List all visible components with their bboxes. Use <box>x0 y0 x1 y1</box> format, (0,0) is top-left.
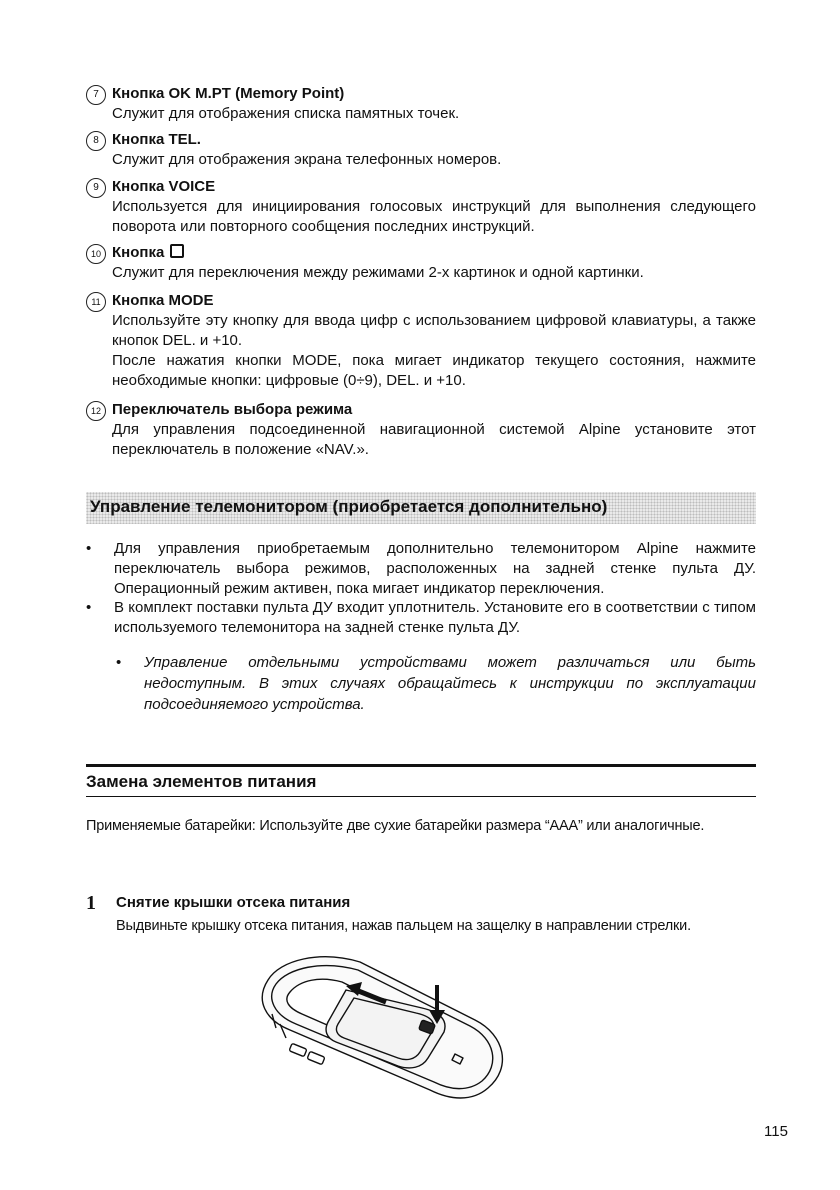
item-title: Переключатель выбора режима <box>112 401 353 418</box>
list-item <box>86 539 756 599</box>
callout-number: 8 <box>86 131 106 151</box>
button-desc-mode <box>86 291 756 391</box>
picture-square-icon <box>170 244 184 258</box>
callout-number: 11 <box>86 292 106 312</box>
bullet-dot: • <box>86 599 92 616</box>
button-desc-tel <box>86 130 756 170</box>
item-description: Служит для переключения между режимами 2-х картинок и одной картинки. <box>112 264 644 281</box>
item-description-para1: Используйте эту кнопку для ввода цифр с использованием цифровой клавиатуры, а также кнопок DEL. и +10. <box>112 312 756 349</box>
item-description <box>112 311 756 391</box>
callout-number: 10 <box>86 244 106 264</box>
bullet-text: В комплект поставки пульта ДУ входит уплотнитель. Установите его в соответствии с типом используемого телемонитора на задней стенке пульта ДУ. <box>114 599 756 636</box>
step-title: Снятие крышки отсека питания <box>116 894 351 911</box>
item-description: Используется для инициирования голосовых инструкций для выполнения следующего поворота или повторного сообщения последних инструкций. <box>112 198 756 235</box>
bullet-text: Для управления приобретаемым дополнительно телемонитором Alpine нажмите переключатель выбора режимов, расположенных на задней стенке пульта ДУ. Операционный режим активен, пока мигает индикатор переключения. <box>114 540 756 597</box>
banner-title: Управление телемонитором (приобретается дополнительно) <box>90 497 608 516</box>
item-title: Кнопка VOICE <box>112 178 216 195</box>
mode-switch-desc <box>86 400 756 460</box>
bullet-dot: • <box>116 654 122 671</box>
section-title: Замена элементов питания <box>86 772 317 791</box>
step-description: Выдвиньте крышку отсека питания, нажав пальцем на защелку в направлении стрелки. <box>116 918 691 934</box>
list-item <box>86 598 756 638</box>
item-title: Кнопка MODE <box>112 292 214 309</box>
button-desc-picture <box>86 243 756 283</box>
item-title: Кнопка TEL. <box>112 131 201 148</box>
item-title: Кнопка OK M.PT (Memory Point) <box>112 85 345 102</box>
page-number: 115 <box>764 1123 788 1140</box>
remote-control-illustration <box>250 950 520 1110</box>
item-description: Служит для отображения экрана телефонных номеров. <box>112 151 502 168</box>
section-banner <box>86 492 756 524</box>
item-description: Для управления подсоединенной навигационной системой Alpine установите этот переключатель в положение «NAV.». <box>112 421 756 458</box>
section-rule-bottom <box>86 796 756 797</box>
section-rule-top <box>86 764 756 767</box>
battery-info: Применяемые батарейки: Используйте две сухие батарейки размера “AAA” или аналогичные. <box>86 818 705 834</box>
item-description-para2: После нажатия кнопки MODE, пока мигает индикатор текущего состояния, нажмите необходимые кнопки: цифровые (0÷9), DEL. и +10. <box>112 352 756 389</box>
step-number: 1 <box>86 892 96 914</box>
button-desc-ok-mpt <box>86 84 756 124</box>
callout-number: 7 <box>86 85 106 105</box>
callout-number: 12 <box>86 401 106 421</box>
item-title: Кнопка <box>112 243 184 263</box>
note-text: Управление отдельными устройствами может различаться или быть недоступным. В этих случаях обращайтесь к инструкции по эксплуатации подсоединяемого устройства. <box>144 654 756 713</box>
bullet-dot: • <box>86 540 92 557</box>
button-desc-voice <box>86 177 756 237</box>
callout-number: 9 <box>86 178 106 198</box>
item-description: Служит для отображения списка памятных точек. <box>112 105 460 122</box>
